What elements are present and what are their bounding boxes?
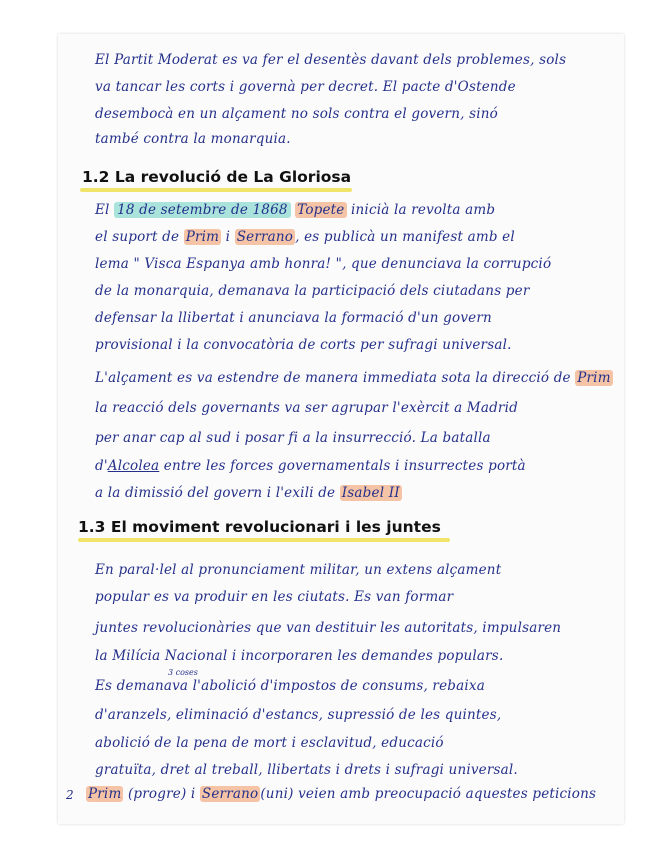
place-underline-alcolea: Alcolea (107, 458, 160, 474)
gloriosa-line-9: per anar cap al sud i posar fi a la insurrecció. La batalla (95, 430, 491, 446)
name-highlight-topete: Topete (297, 202, 345, 218)
name-highlight-isabel: Isabel II (341, 485, 400, 501)
juntes-line-3: juntes revolucionàries que van destituir les autoritats, impulsaren (95, 620, 562, 636)
text-fragment: L'alçament es va estendre de manera immediata sota la direcció de (95, 370, 571, 386)
name-highlight-prim-3: Prim (88, 786, 122, 802)
text-fragment: entre les forces governamentals i insurrectes portà (163, 458, 526, 474)
intro-line-3: desembocà en un alçament no sols contra el govern, sinó (95, 106, 498, 122)
gloriosa-line-7 (95, 370, 611, 386)
gloriosa-line-10 (95, 458, 595, 474)
date-highlight: 18 de setembre de 1868 (114, 202, 291, 218)
text-fragment: inicià la revolta amb (351, 202, 496, 218)
juntes-line-7: abolició de la pena de mort i esclavitud, educació (95, 735, 444, 751)
name-highlight-serrano: Serrano (236, 229, 294, 245)
name-highlight-prim: Prim (185, 229, 220, 245)
juntes-line-6: d'aranzels, eliminació d'estancs, supressió de les quintes, (95, 707, 502, 723)
gloriosa-line-1 (95, 202, 595, 218)
section-heading-gloriosa: 1.2 La revolució de La Gloriosa (82, 168, 352, 186)
text-fragment: El (95, 202, 110, 218)
heading-highlight-underline-2 (78, 538, 450, 542)
section-heading-juntes: 1.3 El moviment revolucionari i les juntes (78, 518, 441, 536)
juntes-line-1: En paral·lel al pronunciament militar, un extens alçament (95, 562, 502, 578)
gloriosa-line-4: de la monarquia, demanava la participació dels ciutadans per (95, 283, 530, 299)
text-fragment: i (225, 229, 231, 245)
text-fragment: d' (95, 458, 108, 474)
gloriosa-line-6: provisional i la convocatòria de corts per sufragi universal. (95, 337, 512, 353)
intro-line-2: va tancar les corts i governà per decret. El pacte d'Ostende (95, 79, 516, 95)
text-fragment: (progre) i (127, 786, 196, 802)
text-fragment: a la dimissió del govern i l'exili de (95, 485, 336, 501)
gloriosa-line-11 (95, 485, 595, 501)
text-fragment: (uni) veien amb preocupació aquestes peticions (260, 786, 597, 802)
heading-highlight-underline (80, 188, 352, 192)
intro-line-1: El Partit Moderat es va fer el desentès davant dels problemes, sols (95, 52, 567, 68)
gloriosa-line-2 (95, 229, 595, 245)
juntes-line-9 (86, 786, 597, 802)
gloriosa-line-5: defensar la llibertat i anunciava la formació d'un govern (95, 310, 492, 326)
text-fragment: el suport de (95, 229, 180, 245)
juntes-line-8: gratuïta, dret al treball, llibertats i drets i sufragi universal. (95, 762, 518, 778)
gloriosa-line-3: lema " Visca Espanya amb honra! ", que denunciava la corrupció (95, 256, 552, 272)
juntes-line-2: popular es va produir en les ciutats. Es van formar (95, 589, 454, 605)
name-highlight-prim-2: Prim (577, 370, 611, 386)
name-highlight-serrano-2: Serrano (201, 786, 259, 802)
juntes-line-5: Es demanava l'abolició d'impostos de consums, rebaixa (95, 678, 485, 694)
note-three-things: 3 coses (168, 668, 198, 677)
paper-sheet (58, 34, 624, 824)
gloriosa-line-8: la reacció dels governants va ser agrupar l'exèrcit a Madrid (95, 400, 518, 416)
text-fragment: , es publicà un manifest amb el (295, 229, 515, 245)
juntes-line-4: la Milícia Nacional i incorporaren les demandes populars. (95, 648, 504, 664)
intro-line-4: també contra la monarquia. (95, 131, 291, 147)
margin-number: 2 (66, 788, 74, 802)
